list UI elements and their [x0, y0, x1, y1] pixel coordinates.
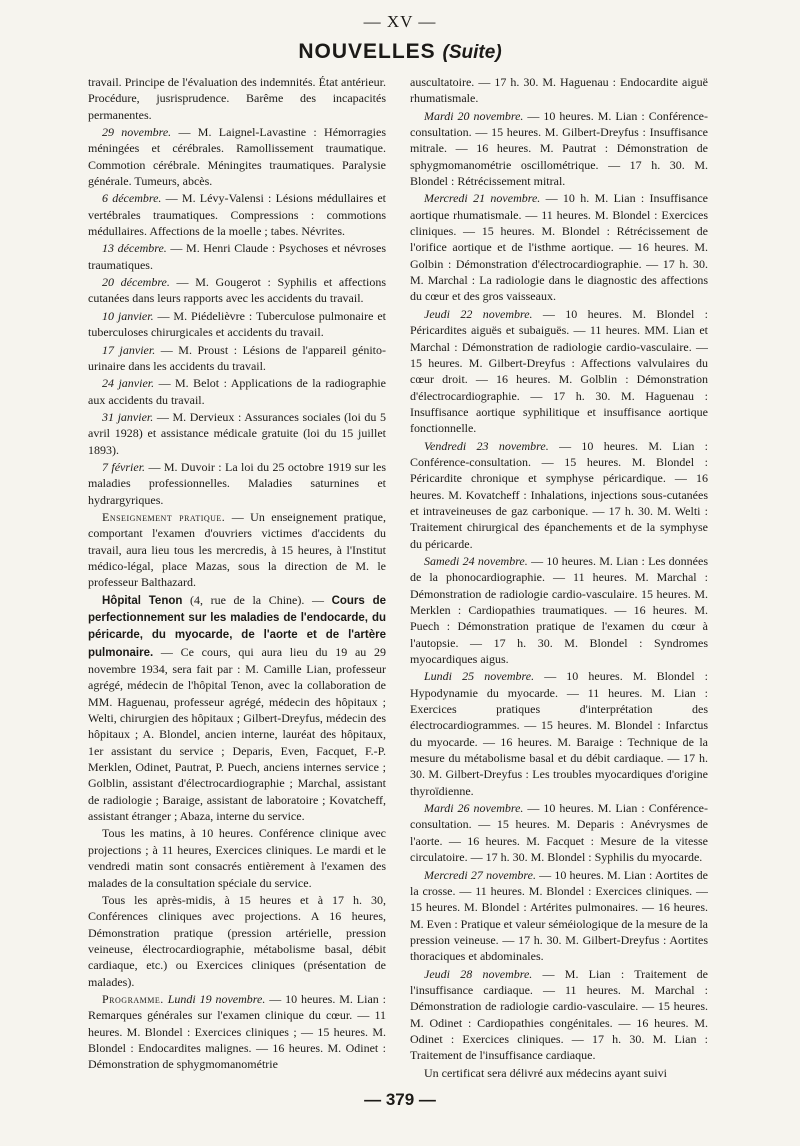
entry-text: — M. Gougerot : Syphilis et affections cutanées dans leurs rapports avec les accidents du travail.: [88, 275, 386, 306]
entry-text: — M. Lévy-Valensi : Lésions médullaires et vertébrales traumatiques. Compressions : commotions médullaires. Affections de la moelle ; tabes. Névrites.: [88, 191, 386, 239]
entry-date: Samedi 24 novembre.: [424, 553, 528, 568]
closing-paragraph: Un certificat sera délivré aux médecins ayant suivi: [424, 1065, 667, 1080]
tenon-text: — Ce cours, qui aura lieu du 19 au 29 novembre 1934, sera fait par : M. Camille Lian, professeur agrégé, médecin de l'hôpital Tenon, avec la collaboration de MM. Haguenau, professeur agrégé, médecin des hôpitaux ; Welti, chirurgien des hôpitaux ; Gilbert-Dreyfus, médecin des hôpitaux ; A. Blondel, ancien interne, lauréat des hôpitaux, 1er assistant du service ; Deparis, Even, Facquet, F.-P. Merklen, Odinet, Pautrat, P. Puech, anciens internes service ; Golblin, assistant d'électrocardiographie ; Marchal, assistant de radiologie ; Baraige, assistant de laboratoire ; Kovatcheff, assistant étranger ; Abaza, interne du service.: [88, 644, 386, 824]
tenon-course-title: Cours de perfectionnement sur les maladies de l'endocarde, du péricarde, du myocarde, de l'aorte et de l'artère pulmonaire.: [88, 594, 386, 659]
page-number: — 379 —: [364, 1090, 436, 1109]
schedule-entry: [88, 459, 386, 508]
schedule-afternoon-paragraph: Tous les après-midis, à 15 heures et à 17 h. 30, Conférences cliniques avec projections. A 16 heures, Démonstration pratique (pression artérielle, pression veineuse, électrocardiographie, métabolisme basal, débit cardiaque, etc.) ou Exercices cliniques (présentation de malades).: [88, 892, 386, 989]
title-suffix: (Suite): [442, 42, 502, 63]
entry-date: Vendredi 23 novembre.: [424, 438, 549, 453]
entry-date: 7 février.: [102, 459, 146, 474]
page-roman-numeral: — XV —: [363, 12, 437, 31]
schedule-entry: [410, 74, 708, 107]
title-text: NOUVELLES: [298, 40, 436, 63]
schedule-entry: [410, 306, 708, 437]
schedule-entry: [410, 190, 708, 304]
entry-text: — M. Laignel-Lavastine : Hémorragies méningées et cérébrales. Ramollissement traumatique. Commotion cérébrale. Méningites traumatiques. Paralysie générale. Tumeurs, abcès.: [88, 125, 386, 189]
entry-text: — M. Belot : Applications de la radiographie aux accidents du travail.: [88, 376, 386, 407]
programme-paragraph: [88, 991, 386, 1073]
page-title: [0, 40, 800, 64]
schedule-entry: [410, 800, 708, 865]
entry-text: — 10 heures. M. Blondel : Hypodynamie du myocarde. — 11 heures. M. Lian : Exercices pratiques d'interprétation des électrocardiogrammes. — 15 heures. M. Blondel : Infarctus du myocarde. — 16 heures. M. Baraige : Technique de la mesure du métabolisme basal et du débit cardiaque. — 17 h. 30. M. Gilbert-Dreyfus : Les troubles myocardiques d'origine thyroïdienne.: [410, 669, 708, 798]
entry-text: travail. Principe de l'évaluation des indemnités. État antérieur. Procédure, jusrisprudence. Barême des incapacités permanentes.: [88, 75, 386, 122]
entry-text: — M. Duvoir : La loi du 25 octobre 1919 sur les maladies professionnelles. Maladies saturnines et hydrargyriques.: [88, 459, 386, 507]
schedule-entry: [410, 966, 708, 1064]
entry-text: auscultatoire. — 17 h. 30. M. Haguenau : Endocardite aiguë rhumatismale.: [410, 75, 708, 106]
schedule-entry: [88, 74, 386, 123]
entry-text: — 10 heures. M. Lian : Conférence-consultation. — 15 heures. M. Deparis : Anévrysmes de l'aorte. — 16 heures. M. Facquet : Mesure de la vitesse circulatoire. — 17 h. 30. M. Blondel : Syphilis du myocarde.: [410, 801, 708, 865]
tenon-name: Hôpital Tenon: [102, 594, 183, 607]
entry-date: Jeudi 28 novembre.: [424, 966, 533, 981]
entry-date: Mercredi 21 novembre.: [424, 191, 541, 206]
entry-text: — 10 heures. M. Lian : Aortites de la crosse. — 11 heures. M. Blondel : Exercices cliniques. — 15 heures. M. Blondel : Artérites pulmonaires. — 16 heures. M. Even : Pratique et valeur séméiologique de la mesure de la pression veineuse. — 17 h. 30. M. Gilbert-Dreyfus : Aortites thoraciques et abdominales.: [410, 867, 708, 964]
entry-date: Mardi 26 novembre.: [424, 801, 524, 816]
right-entries: [410, 74, 708, 1064]
tenon-paragraph: [88, 592, 386, 825]
entry-date: 29 novembre.: [102, 125, 172, 140]
entry-date: Lundi 25 novembre.: [424, 669, 535, 684]
schedule-entry: [88, 375, 386, 408]
schedule-entry: [88, 240, 386, 273]
schedule-entry: [410, 108, 708, 190]
schedule-entry: [410, 553, 708, 667]
schedule-entry: [410, 867, 708, 965]
schedule-entry: [88, 409, 386, 458]
entry-text: — M. Lian : Traitement de l'insuffisance cardiaque. — 11 heures. M. Marchal : Démonstration de radiologie cardio-vasculaire. — 15 heures. M. Odinet : Cardiopathies congénitales. — 16 heures. M. Odinet : Exercices cliniques. — 17 h. 30. M. Lian : Traitement de l'insuffisance cardiaque.: [410, 966, 708, 1063]
entry-date: 17 janvier.: [102, 342, 156, 357]
entry-text: — 10 heures. M. Blondel : Péricardites aiguës et subaiguës. — 11 heures. MM. Lian et Marchal : Démonstration de radiologie cardio-vasculaire. — 15 heures. M. Gilbert-Dreyfus : Affections valvulaires du cœur droit. — 16 heures. M. Golblin : Démonstration d'électrocardiographie. — 17 h. 30. M. Haguenau : Insuffisance aortique syphilitique et insuffisance aortique fonctionnelle.: [410, 306, 708, 436]
enseignement-paragraph: [88, 509, 386, 591]
entry-text: — 10 h. M. Lian : Insuffisance aortique rhumatismale. — 11 heures. M. Blondel : Exercices cliniques. — 15 heures. M. Blondel : Rétrécissement de l'orifice aortique et de l'isthme aortique. — 16 heures. M. Golbin : Démonstration d'électrocardiographie. — 17 h. 30. M. Marchal : La radiologie dans le diagnostic des affections du cœur et des gros vaisseaux.: [410, 191, 708, 304]
schedule-morning-paragraph: Tous les matins, à 10 heures. Conférence clinique avec projections ; à 11 heures, Exercices cliniques. Le mardi et le vendredi matin sont consacrés entièrement à l'examen des malades de la consultation spéciale du service.: [88, 826, 386, 890]
entry-text: — 10 heures. M. Lian : Les données de la phonocardiographie. — 11 heures. M. Marchal : Démonstration de radiologie cardio-vasculaire. 15 heures. M. Merklen : Cardiopathies traumatiques. — 16 heures. M. Puech : Démonstration pratique de l'examen du cœur à l'autopsie. — 17 h. 30. M. Blondel : Syndromes myocardiques aigus.: [410, 553, 708, 667]
schedule-entry: [88, 308, 386, 341]
programme-date: Lundi 19 novembre.: [167, 991, 266, 1006]
entry-text: — 10 heures. M. Lian : Conférence-consultation. — 15 heures. M. Gilbert-Dreyfus : Insuffisance mitrale. — 16 heures. M. Pautrat : Démonstration de sphygmomanométrie oscillométrique. — 17 h. 30. M. Blondel : Rétrécissement mitral.: [410, 108, 708, 189]
tenon-address: (4, rue de la Chine). —: [190, 592, 324, 607]
schedule-entry: [410, 668, 708, 799]
right-column: [410, 74, 708, 1080]
schedule-entry: [88, 274, 386, 307]
entry-date: 6 décembre.: [102, 191, 162, 206]
entry-text: — M. Henri Claude : Psychoses et névroses traumatiques.: [88, 241, 386, 272]
entry-date: 13 décembre.: [102, 241, 167, 256]
programme-text: — 10 heures. M. Lian : Remarques générales sur l'examen clinique du cœur. — 11 heures. M. Blondel : Exercices cliniques ; — 15 heures. M. Blondel : Endocardites malignes. — 16 heures. M. Odinet : Démonstration de sphygmomanométrie: [88, 991, 386, 1072]
programme-label: Programme.: [102, 991, 164, 1006]
enseignement-label: Enseignement pratique.: [102, 509, 226, 524]
entry-text: — M. Proust : Lésions de l'appareil génito-urinaire dans les accidents du travail.: [88, 342, 386, 373]
schedule-entry: [88, 342, 386, 375]
entry-date: Mardi 20 novembre.: [424, 108, 524, 123]
entry-text: — 10 heures. M. Lian : Conférence-consultation. — 15 heures. M. Blondel : Péricardite chronique et symphyse péricardique. — 16 heures. M. Kovatcheff : Inhalations, injections sous-cutanées et intraveineuses de gaz carbonique. — 17 h. 30. M. Welti : Traitement chirurgical des épanchements et de la symphyse du péricarde.: [410, 438, 708, 551]
entry-date: Jeudi 22 novembre.: [424, 306, 533, 321]
entry-date: 10 janvier.: [102, 308, 154, 323]
entry-date: 20 décembre.: [102, 275, 170, 290]
schedule-entry: [88, 124, 386, 189]
schedule-entry: [410, 438, 708, 552]
entry-date: Mercredi 27 novembre.: [424, 867, 536, 882]
entry-text: — M. Dervieux : Assurances sociales (loi du 5 avril 1928) et assistance médicale gratuite (loi du 15 juillet 1893).: [88, 409, 386, 457]
enseignement-text: — Un enseignement pratique, comportant l'examen d'ouvriers victimes d'accidents du travail, aura lieu tous les mercredis, à 15 heures, à l'Institut médico-légal, place Mazas, sous la direction de M. le professeur Balthazard.: [88, 509, 386, 590]
schedule-entry: [88, 190, 386, 239]
left-column: [88, 74, 386, 1080]
entry-date: 24 janvier.: [102, 376, 155, 391]
left-entries: [88, 74, 386, 508]
entry-date: 31 janvier.: [102, 409, 154, 424]
entry-text: — M. Piédelièvre : Tuberculose pulmonaire et tuberculoses chirurgicales et accidents du travail.: [88, 308, 386, 340]
